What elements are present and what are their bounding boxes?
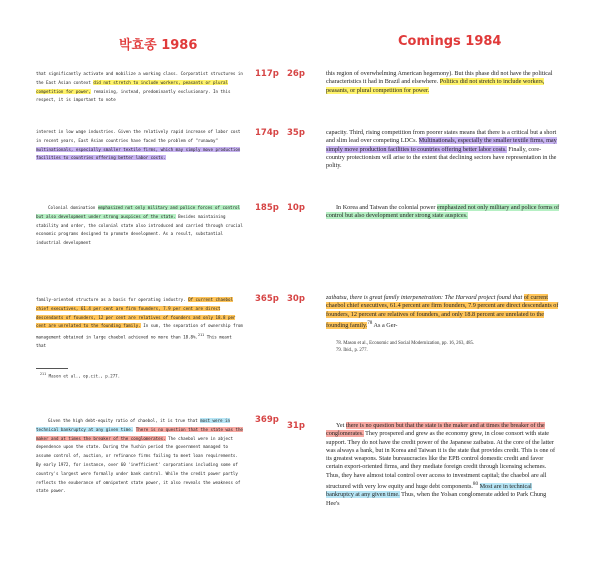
highlight-red: There is no question that the state was the maker and at times the breaker of the conglomerates.	[36, 426, 243, 441]
page-label-right-2: 35p	[287, 128, 305, 138]
highlight-purple: multinationals, especially smaller textile firms, which may simply move production facilities to countries offering better labor costs.	[36, 146, 241, 161]
footnote-78: 78. Mason et al., Economic and Social Modernization, pp. 16, 263, 485.	[336, 341, 475, 346]
page-label-left-5: 369p	[255, 415, 279, 425]
right-excerpt-1: this region of overwhelming American hegemony). But this phase did not have the political characteristics it had in Brazil and elsewhere. Politics did not stretch to include workers, peasants, or plural competition for power.	[326, 70, 553, 94]
highlight-blue: most were in technical bankruptcy at any given time.	[36, 418, 230, 432]
left-excerpt-4: family-oriented structure as a basis for operating industry. Of current chaebol chief executives, 61.4 per cent are firm founders, 7.9 per cent are direct descendants of founders, 12 per cent are relatives of founders and only 18.8 per cent are unrelated to the founding family. In sum, the separation of ownership from management obtained in large chaebol achieved no more than 18.8%.$^{211}$ This meant that	[36, 297, 243, 349]
right-excerpt-3: In Korea and Taiwan the colonial power emphasized not only military and police forms of control but also development under strong state auspices.	[326, 204, 560, 220]
left-excerpt-5: Given the high debt-equity ratio of chaebol, it is true that most were in technical bankruptcy at any given time. There is no question that the state was the maker and at times the breaker of the conglomerates. The chaebol were in abject dependence upon the state. During the Yushin period the government managed to assume control of, auction, or refinance firms failing to meet loan requirements. By early 1972, for instance, over 60 'inefficient' corporations including some of country's largest were formally under bank control. While the credit power partly reflects the exuberance of omnipotent state power, it also reveals the weakness of state power.	[36, 418, 243, 494]
right-excerpt-4: zaibatsu, there is great family interpenetration: The Harvard project found that of current chaebol chief executives, 61.4 percent are firm founders, 7.9 percent are direct descendants of founders, 12 percent are relatives of founders, and only 18.8 percent are unrelated to the founding family.$^{78}$ As a Ger-	[326, 294, 559, 329]
page-label-left-1: 117p	[255, 69, 279, 79]
page-label-left-2: 174p	[255, 128, 279, 138]
left-excerpt-3: Colonial domination emphasized not only military and police forces of control but also development under strong auspices of the state. Besides maintaining stability and order, the colonial state also introduced and carried through crucial economic programs designed to promote development. As a result, substantial industrial development	[36, 205, 243, 246]
page-label-right-5: 31p	[287, 421, 305, 431]
page-label-left-3: 185p	[255, 203, 279, 213]
header-left: 박효종 1986	[119, 38, 198, 53]
left-excerpt-1: that significantly activate and mobilize a working class. Corporatist structures in the East Asian context did not stretch to include workers, peasants or plural competition for power, remaining, instead, predominantly exclusionary. In this respect, it is important to note	[36, 71, 243, 103]
highlight-orange: Of current chaebol chief executives, 61.4 per cent are firm founders, 7.9 per cent are direct descendants of founders, 12 per cent are relatives of founders and only 18.8 per cent are unrelated to the founding family.	[36, 297, 236, 329]
footnote-left: $^{211}$ Mason et al., op.cit., p.277.	[40, 372, 121, 379]
page-label-right-1: 26p	[287, 69, 305, 79]
footnote-ref: 78	[367, 319, 373, 326]
right-excerpt-2: capacity. Third, rising competition from poorer states means that there is a critical but a short and slim lead over competing LDCs. Multinationals, especially the smaller textile firms, may simply move production facilities to countries offering better labor costs. Finally, core-country protectionism will arise to the extent that declining sectors have representation in the polity.	[326, 129, 557, 170]
page-label-left-4: 365p	[255, 294, 279, 304]
footnote-ref: 211	[198, 333, 205, 338]
highlight-red: there is no question but that the state is the maker and at times the breaker of the conglomerates.	[326, 422, 545, 438]
highlight-orange: of current chaebol chief executives, 61.4 percent are firm founders, 7.9 percent are direct descendants of founders, 12 percent are relatives of founders, and only 18.8 percent are unrelated to the founding family.	[326, 294, 559, 329]
highlight-yellow: did not stretch to include workers, peasants or plural competition for power,	[36, 79, 228, 94]
highlight-green: emphasized not only military and police forms of control but also development under strong state auspices.	[326, 204, 560, 220]
footnote-ref: 80	[472, 481, 479, 488]
header-right: Comings 1984	[398, 34, 502, 49]
highlight-green: emphasized not only military and police forces of control but also development under strong auspices of the state.	[36, 205, 240, 219]
page-label-right-4: 30p	[287, 294, 305, 304]
left-excerpt-2: interest in low wage industries. Given the relatively rapid increase of labor cost in recent years, East Asian countries have faced the problem of "runaway" multinationals, especially smaller textile firms, which may simply move production facilities to countries offering better labor costs.	[36, 129, 241, 161]
highlight-blue: Most are in technical bankruptcy at any given time.	[326, 483, 532, 499]
footnote-rule-left	[36, 368, 68, 369]
footnotes-right	[336, 341, 556, 354]
highlight-yellow: Politics did not stretch to include workers, peasants, or plural competition for power.	[326, 78, 545, 94]
page-label-right-3: 10p	[287, 203, 305, 213]
right-excerpt-5: Yet there is no question but that the state is the maker and at times the breaker of the conglomerates. They prospered and grew as the economy grew, in close consort with state support. They do not have the credit power of the Japanese zaibatsu. At the core of the latter was always a bank, but in Korea and Taiwan it is the state that provides credit. This is one of its greatest weapons. State bureaucracies like the EPB control domestic credit and favor certain export-oriented firms, and they mediate foreign credit through licensing schemes. Thus, they have almost total control over access to investment capital; the chaebol are all structured with very low equity and huge debt components.$^{80}$ Most are in technical bankruptcy at any given time. Thus, when the Yolsan conglomerate added to Park Chung Hee's	[326, 422, 556, 507]
footnote-79: 79. Ibid., p. 277.	[336, 347, 368, 353]
highlight-purple: Multinationals, especially the smaller textile firms, may simply move production facilities to countries offering better labor costs.	[326, 137, 557, 153]
